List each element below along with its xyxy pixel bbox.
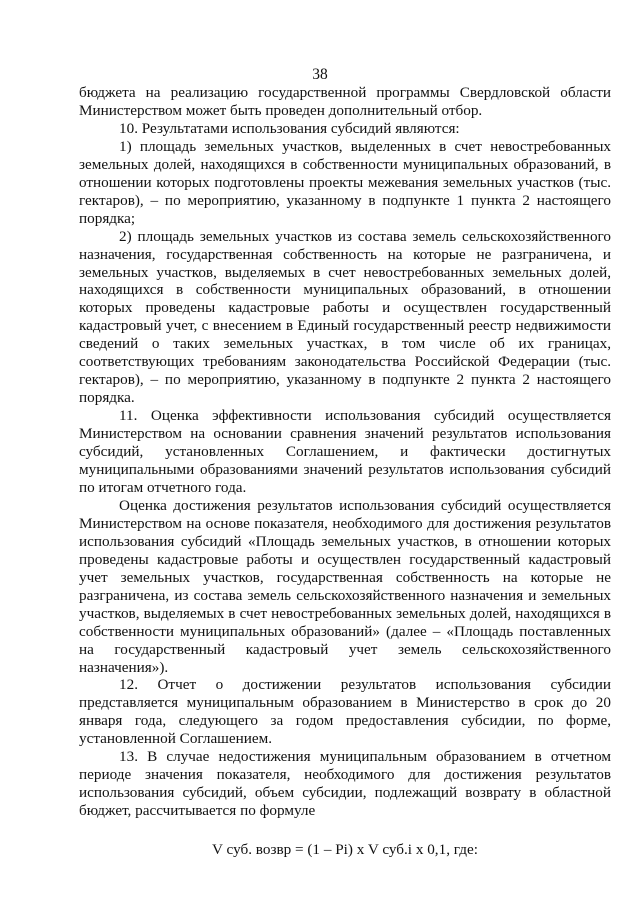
paragraph-11-assessment: Оценка достижения результатов использования субсидий осуществляется Министерством на основе показателя, необходимого для достижения результатов использования субсидий «Площадь земельных участков, в отношении которых проведены кадастровые работы и осуществлен государственный кадастровый учет земельных участков, государственная собственность на которые не разграничена, из состава земель сельскохозяйственного назначения и земельных участков, выделяемых в счет невостребованных земельных долей, находящихся в собственности муниципальных образований» (далее – «Площадь поставленных на государственный кадастровый учет земель сельскохозяйственного назначения»). [79,496,611,676]
paragraph-13-refund: 13. В случае недостижения муниципальным образованием в отчетном периоде значения показателя, необходимого для достижения результатов использования субсидий, объем субсидии, подлежащий возврату в областной бюджет, рассчитывается по формуле [79,748,611,820]
paragraph-10-item-1: 1) площадь земельных участков, выделенных в счет невостребованных земельных долей, находящихся в собственности муниципальных образований, в отношении которых подготовлены проекты межевания земельных участков (тыс. гектаров), – по мероприятию, указанному в подпункте 1 пункта 2 настоящего порядка; [79,137,611,227]
paragraph-10-results: 10. Результатами использования субсидий являются: [119,119,460,137]
document-body [79,84,611,859]
paragraph-10-item-2: 2) площадь земельных участков из состава земель сельскохозяйственного назначения, государственная собственность на которые не разграничена, и земельных участков, выделяемых в счет невостребованных земельных долей, находящихся в собственности муниципальных образований, в отношении которых проведены кадастровые работы и осуществлен государственный кадастровый учет, с внесением в Единый государственный реестр недвижимости сведений о таких земельных участках, в том числе об их границах, соответствующих требованиям законодательства Российской Федерации (тыс. гектаров), – по мероприятию, указанному в подпункте 2 пункта 2 настоящего порядка. [79,227,611,407]
refund-formula: V суб. возвр = (1 – Pi) x V суб.i x 0,1, где: [212,841,478,859]
paragraph-12-report: 12. Отчет о достижении результатов использования субсидии представляется муниципальным образованием в Министерство в срок до 20 января года, следующего за годом предоставления субсидии, по форме, установленной Соглашением. [79,676,611,748]
paragraph-budget-selection: бюджета на реализацию государственной программы Свердловской области Министерством может быть проведен дополнительный отбор. [79,84,611,119]
paragraph-11-efficiency: 11. Оценка эффективности использования субсидий осуществляется Министерством на основании сравнения значений результатов использования субсидий, установленных Соглашением, и фактически достигнутых муниципальными образованиями значений результатов использования субсидий по итогам отчетного года. [79,407,611,496]
page-number: 38 [312,66,328,83]
